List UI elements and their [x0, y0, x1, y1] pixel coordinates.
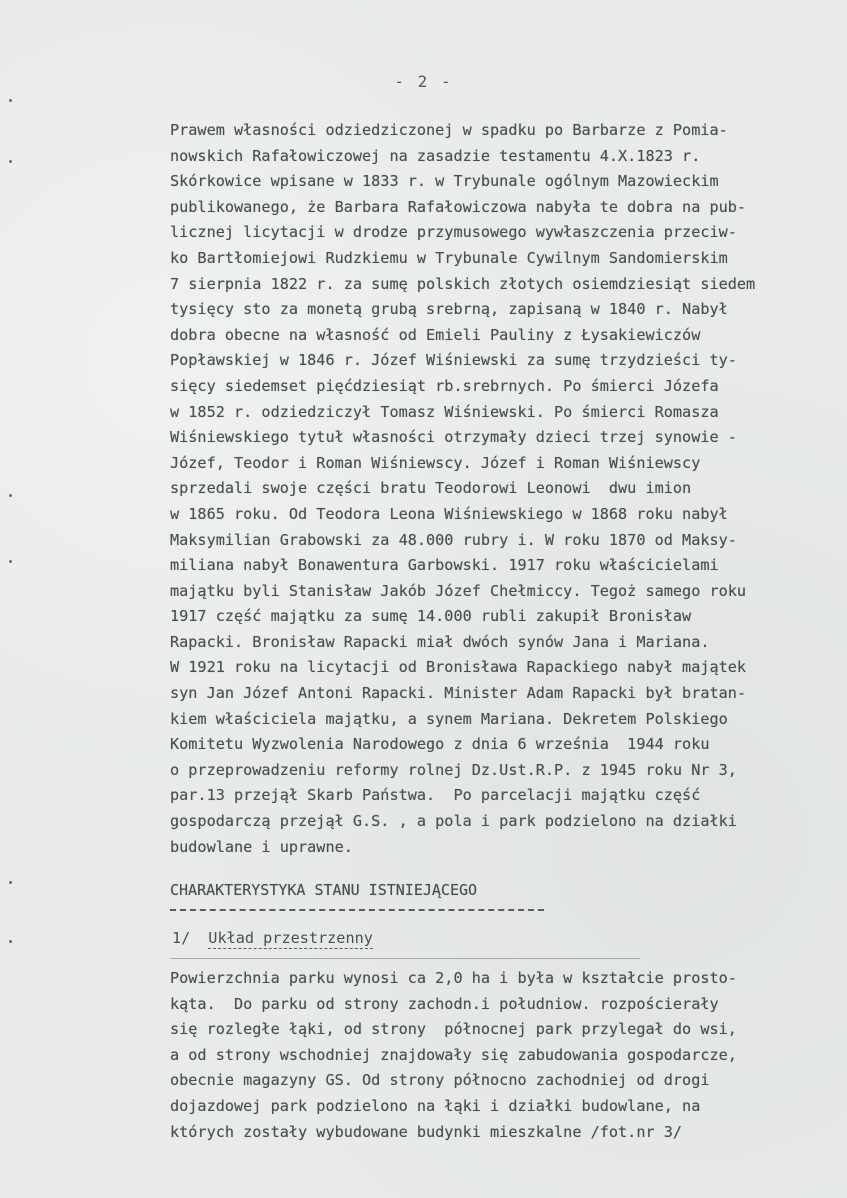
text-line: dobra obecne na własność od Emieli Pauliny z Łysakiewiczów [170, 325, 701, 344]
binding-hole-mark [9, 494, 12, 497]
text-line: miliana nabył Bonawentura Garbowski. 1917 roku właścicielami [170, 556, 719, 575]
text-line: Prawem własności odziedziczonej w spadku po Barbarze z Pomia- [170, 121, 728, 139]
text-line: publikowanego, że Barbara Rafałowiczowa nabyła te dobra na pub- [170, 197, 747, 216]
text-line: kąta. Do parku od strony zachodn.i południow. rozpościerały [170, 994, 719, 1013]
text-line: Powierzchnia parku wynosi ca 2,0 ha i była w kształcie prosto- [170, 969, 737, 987]
text-line: W 1921 roku na licytacji od Bronisława Rapackiego nabył majątek [170, 658, 747, 677]
binding-hole-mark [9, 881, 12, 884]
subsection-title: Układ przestrzenny [208, 929, 373, 947]
binding-hole-mark [9, 560, 12, 563]
binding-hole-mark [9, 99, 12, 102]
text-line: licznej licytacji w drodze przymusowego wywłaszczenia przeciw- [170, 223, 737, 242]
text-line: dojazdowej park podzielono na łąki i działki budowlane, na [170, 1096, 701, 1115]
section-underline [170, 909, 544, 911]
page-number: - 2 - [394, 72, 453, 91]
text-line: Rapacki. Bronisław Rapacki miał dwóch synów Jana i Mariana. [170, 632, 710, 651]
text-line: ko Bartłomiejowi Rudzkiemu w Trybunale Cywilnym Sandomierskim [170, 248, 728, 267]
text-line: nowskich Rafałowiczowej na zasadzie testamentu 4.X.1823 r. [170, 146, 701, 165]
text-line: syn Jan Józef Antoni Rapacki. Minister Adam Rapacki był bratan- [170, 684, 747, 703]
text-line: tysięcy sto za monetą grubą srebrną, zapisaną w 1840 r. Nabył [170, 300, 728, 319]
text-line: gospodarczą przejął G.S. , a pola i park podzielono na działki [170, 812, 737, 831]
text-line: kiem właściciela majątku, a synem Mariana. Dekretem Polskiego [170, 709, 728, 728]
text-line: Józef, Teodor i Roman Wiśniewscy. Józef i Roman Wiśniewscy [170, 453, 701, 472]
text-line: obecnie magazyny GS. Od strony północno zachodniej od drogi [170, 1071, 710, 1090]
text-line: 1917 część majątku za sumę 14.000 rubli zakupił Bronisław [170, 607, 692, 626]
subsection-heading [172, 926, 373, 952]
history-text [170, 118, 842, 860]
text-line: których zostały wybudowane budynki mieszkalne /fot.nr 3/ [170, 1122, 683, 1141]
subsection-rule [170, 958, 640, 959]
text-line: sprzedali swoje części bratu Teodorowi Leonowi dwu imion [170, 479, 692, 498]
text-line: się rozległe łąki, od strony północnej park przylegał do wsi, [170, 1020, 737, 1039]
text-line: w 1852 r. odziedziczył Tomasz Wiśniewski. Po śmierci Romasza [170, 402, 719, 421]
text-line: a od strony wschodniej znajdowały się zabudowania gospodarcze, [170, 1045, 737, 1064]
text-line: o przeprowadzeniu reformy rolnej Dz.Ust.R.P. z 1945 roku Nr 3, [170, 760, 737, 779]
text-line: budowlane i uprawne. [170, 837, 353, 856]
text-line: Skórkowice wpisane w 1833 r. w Trybunale ogólnym Mazowieckim [170, 172, 719, 191]
text-line: par.13 przejął Skarb Państwa. Po parcelacji majątku część [170, 786, 701, 805]
layout-description-text [170, 966, 842, 1145]
binding-hole-mark [9, 160, 12, 163]
text-line: sięcy siedemset pięćdziesiąt rb.srebrnych. Po śmierci Józefa [170, 376, 719, 395]
binding-hole-mark [9, 940, 12, 943]
text-line: w 1865 roku. Od Teodora Leona Wiśniewskiego w 1868 roku nabył [170, 504, 728, 523]
subsection-number: 1/ [172, 929, 191, 947]
text-line: majątku byli Stanisław Jakób Józef Chełmiccy. Tegoż samego roku [170, 581, 747, 600]
section-heading: CHARAKTERYSTYKA STANU ISTNIEJĄCEGO [170, 881, 478, 899]
text-line: 7 sierpnia 1822 r. za sumę polskich złotych osiemdziesiąt siedem [170, 274, 756, 293]
text-line: Maksymilian Grabowski za 48.000 rubry i. W roku 1870 od Maksy- [170, 530, 737, 549]
text-line: Wiśniewskiego tytuł własności otrzymały dzieci trzej synowie - [170, 428, 737, 447]
text-line: Popławskiej w 1846 r. Józef Wiśniewski za sumę trzydzieści ty- [170, 351, 737, 370]
text-line: Komitetu Wyzwolenia Narodowego z dnia 6 września 1944 roku [170, 735, 710, 754]
